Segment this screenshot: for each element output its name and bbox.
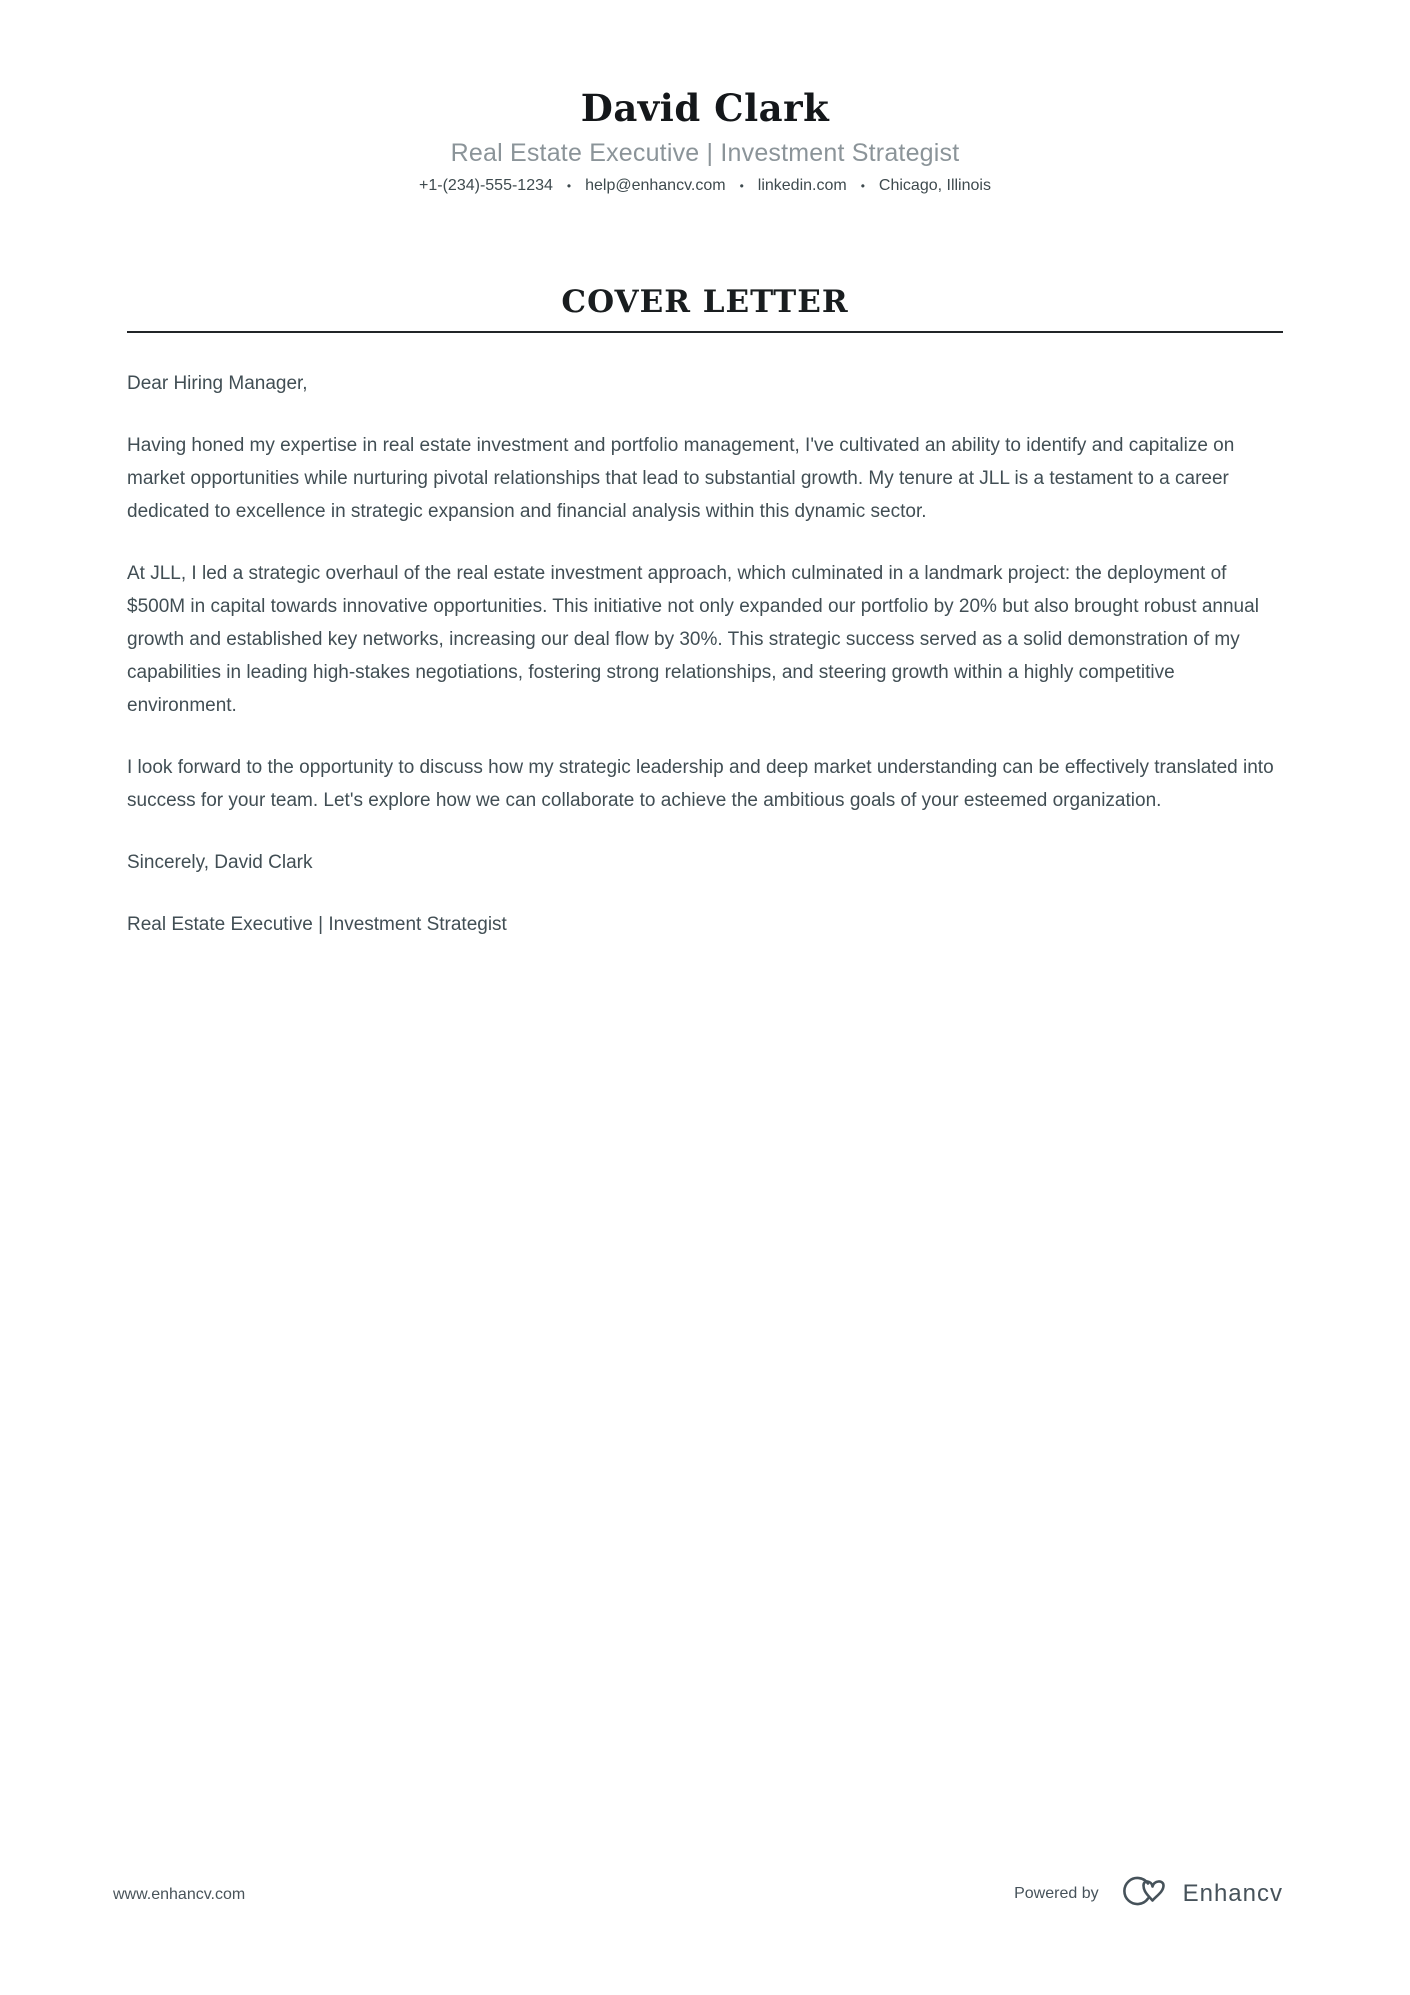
enhancv-wordmark: Enhancv — [1182, 1879, 1283, 1907]
bullet-separator-icon: • — [566, 178, 572, 193]
letter-body — [127, 367, 1283, 941]
contact-linkedin[interactable]: linkedin.com — [757, 176, 847, 194]
contact-row — [127, 177, 1283, 195]
signature-role: Real Estate Executive | Investment Strategist — [127, 914, 507, 936]
contact-location: Chicago, Illinois — [878, 176, 991, 194]
person-title: Real Estate Executive | Investment Strategist — [450, 138, 960, 167]
section-header — [127, 285, 1283, 334]
signoff: Sincerely, David Clark — [127, 852, 313, 874]
powered-by-enhancv-link[interactable] — [1014, 1870, 1283, 1917]
salutation: Dear Hiring Manager, — [127, 373, 308, 395]
powered-by-label: Powered by — [1014, 1884, 1099, 1902]
bullet-separator-icon: • — [860, 178, 865, 193]
enhancv-logo-icon — [1112, 1870, 1170, 1917]
contact-email[interactable]: help@enhancv.com — [585, 176, 726, 194]
footer-website-link[interactable]: www.enhancv.com — [113, 1886, 246, 1903]
person-name: David Clark — [580, 86, 830, 130]
section-divider — [127, 331, 1283, 333]
contact-phone: +1-(234)-555-1234 — [419, 176, 553, 194]
section-title: COVER LETTER — [561, 283, 849, 320]
bullet-separator-icon: • — [739, 178, 744, 193]
page-content — [0, 0, 1410, 941]
letter-paragraph: Having honed my expertise in real estate investment and portfolio management, I've cultivated an ability to identify and capitalize on market opportunities while nurturing pivotal relationships that lead to substantial growth. My tenure at JLL is a testament to a career dedicated to excellence in strategic expansion and financial analysis within this dynamic sector. — [127, 435, 1235, 523]
letter-paragraph: I look forward to the opportunity to discuss how my strategic leadership and deep market understanding can be effectively translated into success for your team. Let's explore how we can collaborate to achieve the ambitious goals of your esteemed organization. — [127, 757, 1274, 812]
document-header — [127, 88, 1283, 195]
letter-paragraph: At JLL, I led a strategic overhaul of the real estate investment approach, which culminated in a landmark project: the deployment of $500M in capital towards innovative opportunities. This initiative not only expanded our portfolio by 20% but also brought robust annual growth and established key networks, increasing our deal flow by 30%. This strategic success served as a solid demonstration of my capabilities in leading high-stakes negotiations, fostering strong relationships, and steering growth within a highly competitive environment. — [127, 563, 1259, 717]
